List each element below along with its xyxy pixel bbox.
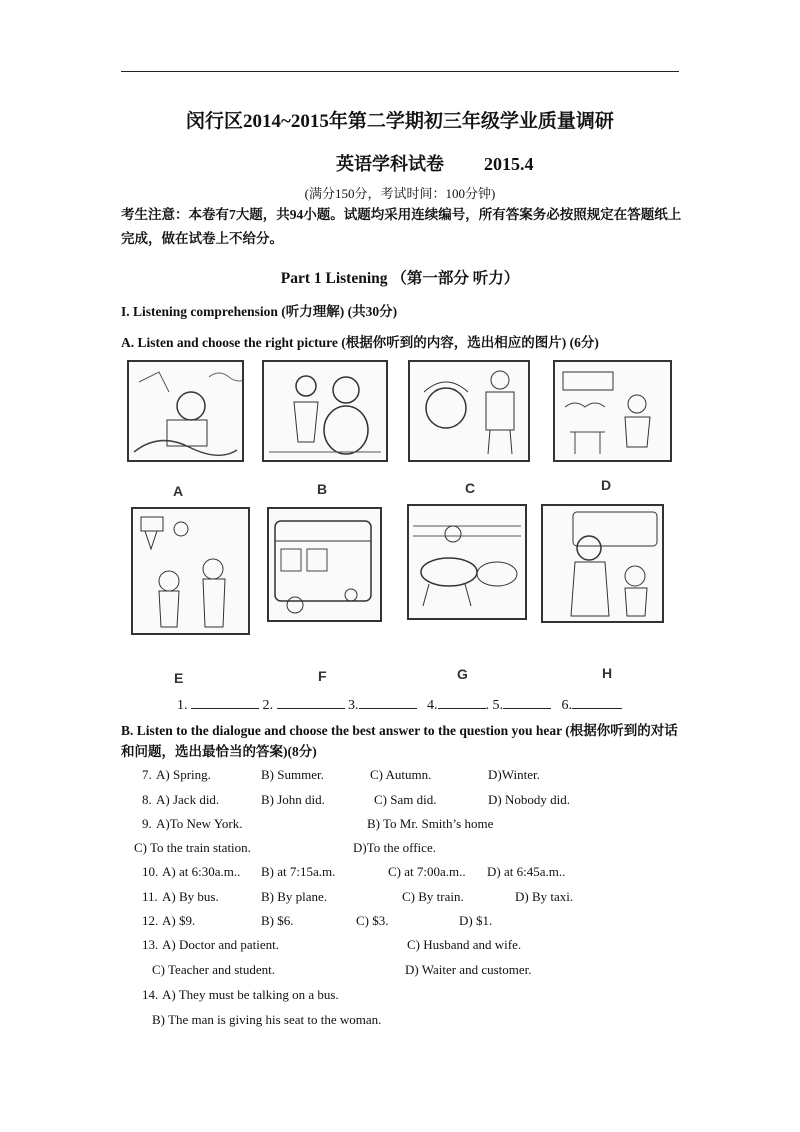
question-option: D)Winter. bbox=[488, 767, 540, 782]
question-option: D)To the office. bbox=[353, 840, 436, 855]
section-heading: I. Listening comprehension (听力理解) (共30分) bbox=[121, 304, 398, 319]
picture-c bbox=[408, 360, 530, 462]
picture-a bbox=[127, 360, 244, 462]
picture-label-a: A bbox=[173, 483, 184, 499]
answer-blanks bbox=[177, 696, 622, 714]
question-option: C) To the train station. bbox=[134, 840, 251, 855]
picture-h bbox=[541, 504, 664, 623]
picture-label-g: G bbox=[457, 666, 468, 682]
question-option: D) at 6:45a.m.. bbox=[487, 864, 566, 879]
picture-label-h: H bbox=[602, 665, 613, 681]
part-title: Part 1 Listening （第一部分 听力） bbox=[280, 270, 520, 287]
section-b-heading: B. Listen to the dialogue and choose the best answer to the question you hear (根据你听到的对话和问题，选出最恰当的答案)(8分) bbox=[121, 723, 678, 759]
answer-blank-6[interactable] bbox=[572, 696, 622, 709]
answer-blank-2[interactable] bbox=[277, 696, 345, 709]
picture-e bbox=[131, 507, 250, 635]
question-option: B) By plane. bbox=[261, 889, 328, 904]
picture-g bbox=[407, 504, 527, 620]
blank-label-5: . 5. bbox=[485, 698, 503, 713]
picture-label-d: D bbox=[601, 477, 612, 493]
question-number: 7. bbox=[142, 767, 152, 782]
question-number: 9. bbox=[142, 816, 152, 831]
question-option: B) To Mr. Smith’s home bbox=[367, 816, 494, 831]
question-option: C) Autumn. bbox=[370, 767, 432, 782]
question-number: 10. bbox=[142, 864, 159, 879]
answer-blank-4[interactable] bbox=[438, 696, 486, 709]
question-number: 8. bbox=[142, 792, 152, 807]
picture-e-drawing bbox=[133, 509, 248, 633]
picture-d bbox=[553, 360, 672, 462]
question-number: 12. bbox=[142, 913, 159, 928]
question-number: 11. bbox=[142, 889, 158, 904]
question-option: C) at 7:00a.m.. bbox=[388, 864, 466, 879]
question-option: A) at 6:30a.m.. bbox=[162, 864, 241, 879]
exam-title: 闵行区2014~2015年第二学期初三年级学业质量调研 bbox=[186, 111, 614, 132]
question-option: A) $9. bbox=[162, 913, 196, 928]
blank-label-1: 1. bbox=[177, 698, 188, 713]
question-option: D) Waiter and customer. bbox=[405, 962, 532, 977]
picture-f bbox=[267, 507, 382, 622]
picture-b-drawing bbox=[264, 362, 386, 460]
question-option: B) Summer. bbox=[261, 767, 324, 782]
picture-f-drawing bbox=[269, 509, 380, 620]
picture-c-drawing bbox=[410, 362, 528, 460]
answer-blank-5[interactable] bbox=[503, 696, 551, 709]
picture-label-e: E bbox=[174, 670, 184, 686]
picture-label-f: F bbox=[318, 668, 327, 684]
question-option: A) By bus. bbox=[162, 889, 219, 904]
question-option: C) Teacher and student. bbox=[152, 962, 276, 977]
question-option: C) $3. bbox=[356, 913, 389, 928]
question-option: D) Nobody did. bbox=[488, 792, 570, 807]
question-option: C) By train. bbox=[402, 889, 464, 904]
picture-g-drawing bbox=[409, 506, 525, 618]
question-number: 14. bbox=[142, 987, 159, 1002]
blank-label-4: 4. bbox=[427, 698, 438, 713]
picture-grid bbox=[121, 356, 678, 690]
question-option: B) John did. bbox=[261, 792, 325, 807]
question-option: C) Sam did. bbox=[374, 792, 437, 807]
exam-date: 2015.4 bbox=[484, 154, 534, 174]
picture-d-drawing bbox=[555, 362, 670, 460]
question-option: A) Jack did. bbox=[156, 792, 220, 807]
picture-a-drawing bbox=[129, 362, 242, 460]
question-option: A) Spring. bbox=[156, 767, 211, 782]
answer-blank-3[interactable] bbox=[359, 696, 417, 709]
question-option: B) The man is giving his seat to the woman. bbox=[152, 1012, 382, 1027]
blank-label-3: 3. bbox=[348, 698, 359, 713]
picture-b bbox=[262, 360, 388, 462]
question-option: B) at 7:15a.m. bbox=[261, 864, 336, 879]
top-rule bbox=[121, 71, 679, 72]
exam-subject-line bbox=[336, 150, 534, 176]
blank-label-6: 6. bbox=[561, 698, 572, 713]
blank-label-2: 2. bbox=[262, 698, 273, 713]
exam-subject: 英语学科试卷 bbox=[336, 154, 444, 174]
question-option: D) By taxi. bbox=[515, 889, 574, 904]
question-option: C) Husband and wife. bbox=[407, 937, 522, 952]
exam-info: (满分150分，考试时间：100分钟) bbox=[304, 186, 496, 201]
question-option: B) $6. bbox=[261, 913, 294, 928]
question-option: A)To New York. bbox=[156, 816, 243, 831]
picture-label-c: C bbox=[465, 480, 476, 496]
answer-blank-1[interactable] bbox=[191, 696, 259, 709]
question-option: A) Doctor and patient. bbox=[162, 937, 279, 952]
question-number: 13. bbox=[142, 937, 159, 952]
section-a-heading: A. Listen and choose the right picture (根据你听到的内容，选出相应的图片) (6分) bbox=[121, 335, 599, 350]
exam-notice: 考生注意：本卷有7大题，共94小题。试题均采用连续编号，所有答案务必按照规定在答题纸上完成，做在试卷上不给分。 bbox=[121, 207, 682, 246]
question-option: D) $1. bbox=[459, 913, 493, 928]
question-option: A) They must be talking on a bus. bbox=[162, 987, 339, 1002]
picture-label-b: B bbox=[317, 481, 328, 497]
picture-h-drawing bbox=[543, 506, 662, 621]
